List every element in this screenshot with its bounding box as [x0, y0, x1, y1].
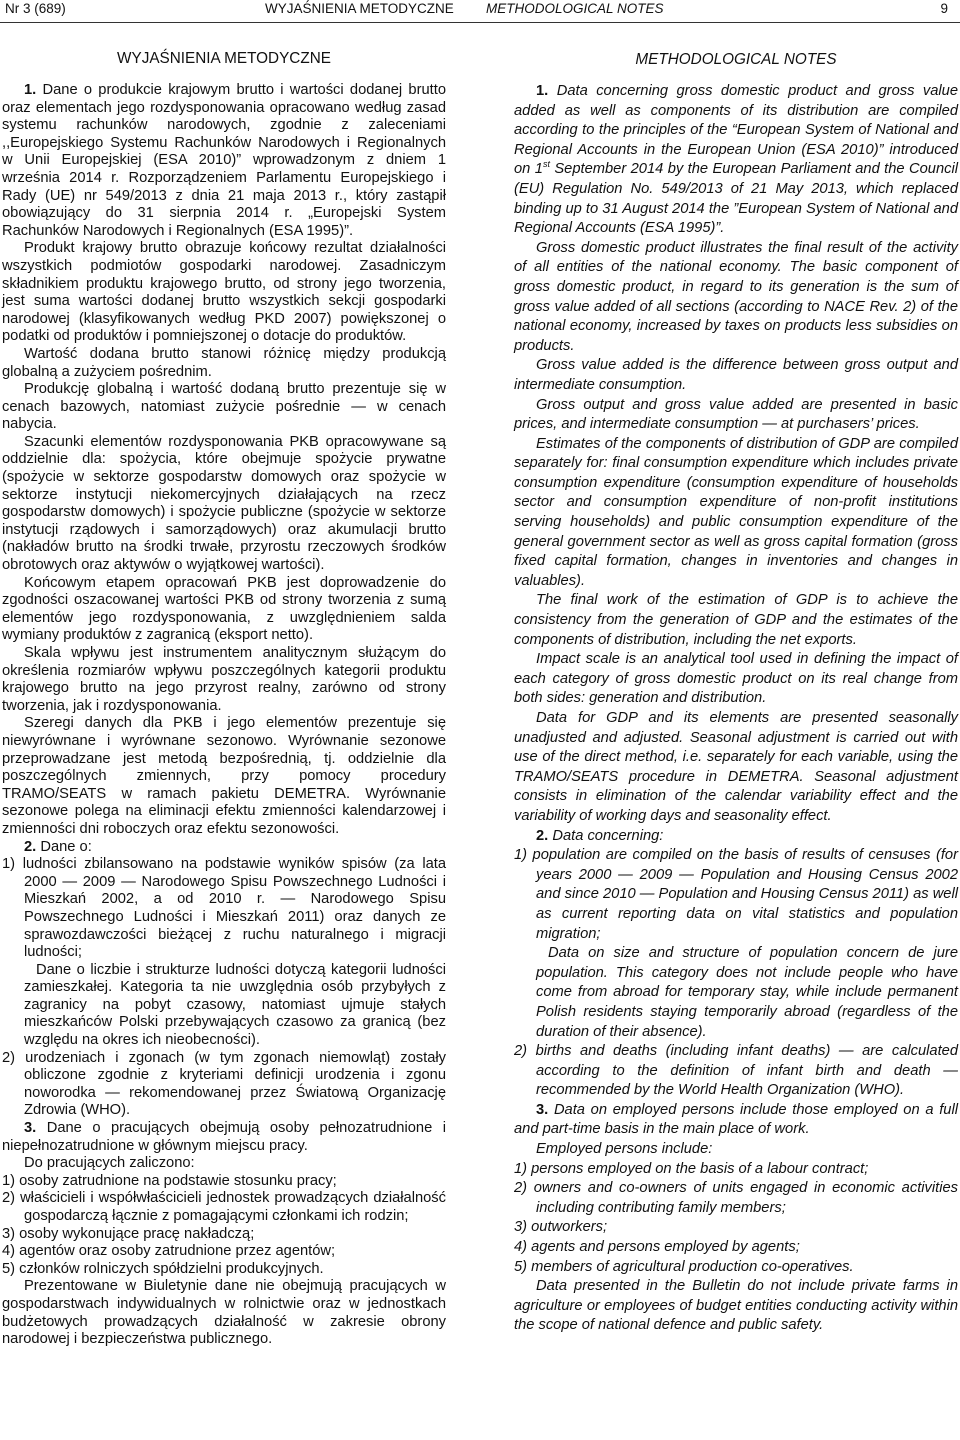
list-item: 4) agents and persons employed by agents;	[514, 1239, 800, 1256]
list-item: 2) owners and co-owners of units engaged in economic activities including contributing family members;	[514, 1180, 958, 1216]
en-s1-p6: The final work of the estimation of GDP is to achieve the consistency from the generation of GDP and the estimates of the components of distribution, including the net exports.	[514, 592, 958, 648]
header-title-en: METHODOLOGICAL NOTES	[486, 1, 664, 16]
pl-s1-p6: Końcowym etapem opracowań PKB jest doprowadzenie do zgodności oszacowanej wartości PKB od strony tworzenia z sumą elementów jego rozdysponowania, z uwzględnieniem salda wymiany produktów z zagranicą (eksport netto).	[2, 574, 446, 644]
en-s1-num: 1.	[536, 83, 549, 99]
pl-s2-item-2: 2) urodzeniach i zgonach (w tym zgonach niemowląt) zostały obliczone zgodnie z kryteriami definicji urodzenia i zgonu noworodka — rekomendowanej przez Światową Organizację Zdrowia (WHO).	[2, 1049, 446, 1119]
page-number: 9	[940, 1, 948, 16]
en-s1-p2: Gross domestic product illustrates the final result of the activity of all entities of the national economy. The basic component of gross domestic product, in regard to its generation is the sum of gross value added of all sections (according to NACE Rev. 2) of the national economy, increased by taxes on products less subsidies on products.	[514, 239, 958, 354]
en-s2-intro	[514, 827, 958, 847]
polish-title: WYJAŚNIENIA METODYCZNE	[117, 50, 331, 67]
header-title-pl: WYJAŚNIENIA METODYCZNE	[265, 1, 454, 16]
pl-s1-p8: Szeregi danych dla PKB i jego elementów prezentuje się niewyrównane i wyrównane sezonowo. Wyrównanie sezonowe przeprowadzane jest metodą bezpośrednią, tj. oddzielnie dla poszczególnych zmiennych, przy pomocy procedury TRAMO/SEATS w ramach pakietu DEMETRA. Wyrównanie sezonowe polega na eliminacji efektu zmienności kalendarzowej i zmienności dni roboczych oraz efektu sezonowości.	[2, 715, 446, 837]
en-s1-p3: Gross value added is the difference between gross output and intermediate consumption.	[514, 357, 958, 393]
en-s1-p8: Data for GDP and its elements are presented seasonally unadjusted and adjusted. Seasonal adjustment is carried out with use of the direct method, i.e. separately for each variable, using the TRAMO/SEATS procedure in DEMETRA. Seasonal adjustment consists in elimination of the calendar variability effect and the variability of working days and seasonality effect.	[514, 710, 958, 824]
pl-s2-num: 2.	[24, 838, 37, 855]
en-s3-p3: Data presented in the Bulletin do not include private farms in agriculture or employees of budget entities conducting activity within the scope of national defence and public safety.	[514, 1278, 958, 1334]
list-item: 3) outworkers;	[514, 1219, 608, 1236]
pl-s3-num: 3.	[24, 1120, 37, 1137]
list-item: 5) members of agricultural production co-operatives.	[514, 1258, 854, 1275]
list-item: 1) osoby zatrudnione na podstawie stosunku pracy;	[2, 1172, 337, 1189]
en-s1-p5: Estimates of the components of distribution of GDP are compiled separately for: final consumption expenditure which includes private consumption expenditure (consumption expenditure of households sector and consumption expenditure of non-profit institutions serving households) and public consumption expenditure of the general government sector as well as gross capital formation (gross fixed capital formation, changes in inventories and changes in valuables).	[514, 435, 958, 589]
pl-s3-p2: Do pracujących zaliczono:	[24, 1155, 195, 1172]
pl-s2-intro	[2, 839, 446, 857]
issue-number: Nr 3 (689)	[5, 1, 66, 16]
en-s3-num: 3.	[536, 1101, 549, 1118]
running-header	[0, 0, 960, 22]
pl-s2-item-1: 1) ludności zbilansowano na podstawie wyników spisów (za lata 2000 — 2009 — Narodowego Spisu Powszechnego Ludności i Mieszkań 2002, a od 2010 r. — Narodowego Spisu Powszechnego Ludności i Mieszkań 2011) oraz danych ze sprawozdawczości bieżącej z ruchu naturalnego i migracji ludności;	[2, 856, 446, 961]
en-s3-p1	[514, 1101, 958, 1140]
pl-s1-p7: Skala wpływu jest instrumentem analitycznym służącym do określenia rozmiarów wpływu poszczególnych kategorii produktu krajowego brutto na jego przyrost realny, zarówno od strony tworzenia, jak i rozdysponowania.	[2, 645, 446, 714]
list-item: 3) osoby wykonujące pracę nakładczą;	[2, 1225, 255, 1242]
en-s1-p1-sup: st	[542, 159, 550, 170]
en-s2-item-1: 1) population are compiled on the basis of results of censuses (for years 2000 — 2009 — Population and Housing Census 2002 and since 2010 — Population and Housing Census 2011) as well as current reporting data on vital statistics and population migration;	[514, 847, 958, 942]
polish-column	[2, 50, 446, 1349]
pl-s1-num: 1.	[24, 82, 37, 98]
pl-s3-p1-text: Dane o pracujących obejmują osoby pełnozatrudnione i niepełnozatrudnione w głównym miejscu pracy.	[2, 1120, 446, 1154]
pl-s2-item-1b: Dane o liczbie i strukturze ludności dotyczą kategorii ludności zamieszkałej. Kategoria ta nie uwzględnia osób przybyłych z zagranicy na pobyt czasowy, natomiast ujmuje stałych mieszkańców Polski przebywających czasowo za granicą (bez względu na okres ich nieobecności).	[24, 961, 446, 1049]
en-s2-item-2: 2) births and deaths (including infant deaths) — are calculated according to the definition of infant birth and death — recommended by the World Health Organization (WHO).	[514, 1043, 958, 1099]
en-s1-p7: Impact scale is an analytical tool used in defining the impact of each category of gross domestic product on its real change from both sides: generation and distribution.	[514, 651, 958, 707]
list-item: 1) persons employed on the basis of a labour contract;	[514, 1160, 869, 1177]
en-s1-p4: Gross output and gross value added are presented in basic prices, and intermediate consumption — at purchasers’ prices.	[514, 396, 958, 433]
pl-s1-p1	[2, 82, 446, 240]
header-rule	[0, 22, 960, 23]
pl-s1-p4: Produkcję globalną i wartość dodaną brutto prezentuje się w cenach bazowych, natomiast zużycie pośrednie — w cenach nabycia.	[2, 381, 446, 433]
en-s1-p1-text-b: September 2014 by the European Parliament and the Council (EU) Regulation No. 549/2013 of 21 May 2013, which replaced binding up to 31 August 2014 the ”European System of National and Regional Accounts (ESA 1995)”.	[514, 161, 959, 237]
pl-s3-p3: Prezentowane w Biuletynie dane nie obejmują pracujących w gospodarstwach indywidualnych w rolnictwie oraz w jednostkach budżetowych prowadzących działalność w zakresie obrony narodowej i bezpieczeństwa publicznego.	[2, 1278, 446, 1348]
list-item: 2) właścicieli i współwłaścicieli jednostek prowadzących działalność gospodarczą łącznie z pomagającymi członkami ich rodzin;	[2, 1190, 446, 1224]
english-title: METHODOLOGICAL NOTES	[635, 51, 837, 68]
pl-s2-intro-text: Dane o:	[40, 838, 92, 855]
en-s1-p1	[514, 82, 958, 239]
pl-s1-p3: Wartość dodana brutto stanowi różnicę między produkcją globalną a zużyciem pośrednim.	[2, 345, 446, 380]
en-s2-item-1b: Data on size and structure of population concern de jure population. This category does not include people who have come from abroad for temporary stay, while include permanent Polish residents staying temporarily abroad (regardless of the duration of their absence).	[536, 945, 958, 1040]
pl-s3-p1	[2, 1120, 446, 1155]
pl-s1-p2: Produkt krajowy brutto obrazuje końcowy rezultat działalności wszystkich podmiotów gospodarki narodowej. Zasadniczym składnikiem produktu krajowego brutto, od strony jego tworzenia, jest suma wartości dodanej brutto wszystkich sekcji gospodarki narodowej (klasyfikowanych według PKD 2007) powiększonej o podatki od produktów i pomniejszonej o dotacje do produktów.	[2, 240, 446, 345]
list-item: 5) członków rolniczych spółdzielni produkcyjnych.	[2, 1260, 324, 1277]
pl-s1-p5: Szacunki elementów rozdysponowania PKB opracowywane są oddzielnie dla: spożycia, które obejmuje spożycie prywatne (spożycie w sektorze gospodarstw domowych oraz spożycie w sektorze instytucji niekomercyjnych działających na rzecz gospodarstw domowych) i spożycie publiczne (spożycie w sektorze instytucji rządowych i samorządowych) oraz akumulacji brutto (nakładów brutto na środki trwałe, przyrostu rzeczowych środków obrotowych oraz aktywów o wyjątkowej wartości).	[2, 433, 446, 574]
pl-s1-p1-text: Dane o produkcie krajowym brutto i wartości dodanej brutto oraz elementach jego rozdysponowania opracowano według zasad systemu rachunków narodowych, zgodnie z zaleceniami ,,Europejskiego Systemu Rachunków Narodowych i Regionalnych w Unii Europejskiej (ESA 2010)” wprowadzonym z dniem 1 września 2014 r. Rozporządzeniem Parlamentu Europejskiego i Rady (UE) nr 549/2013 z dnia 21 maja 2013 r., który zastąpił obowiązujący do 31 sierpnia 2014 r. „Europejski System Rachunków Narodowych i Regionalnych (ESA 1995)”.	[2, 82, 446, 239]
list-item: 4) agentów oraz osoby zatrudnione przez agentów;	[2, 1243, 336, 1260]
en-s3-p1-text: Data on employed persons include those employed on a full and part-time basis in the main place of work.	[514, 1101, 958, 1138]
en-s1-p1-text-a: Data concerning gross domestic product and gross value added as well as components of its distribution are compiled according to the principles of the “European System of National and Regional Accounts in the European Union (ESA 2010)” introduced on 1	[514, 83, 958, 178]
english-column	[514, 50, 958, 1336]
en-s2-num: 2.	[536, 827, 549, 844]
en-s3-p2: Employed persons include:	[536, 1141, 713, 1158]
en-s2-intro-text: Data concerning:	[552, 827, 664, 844]
